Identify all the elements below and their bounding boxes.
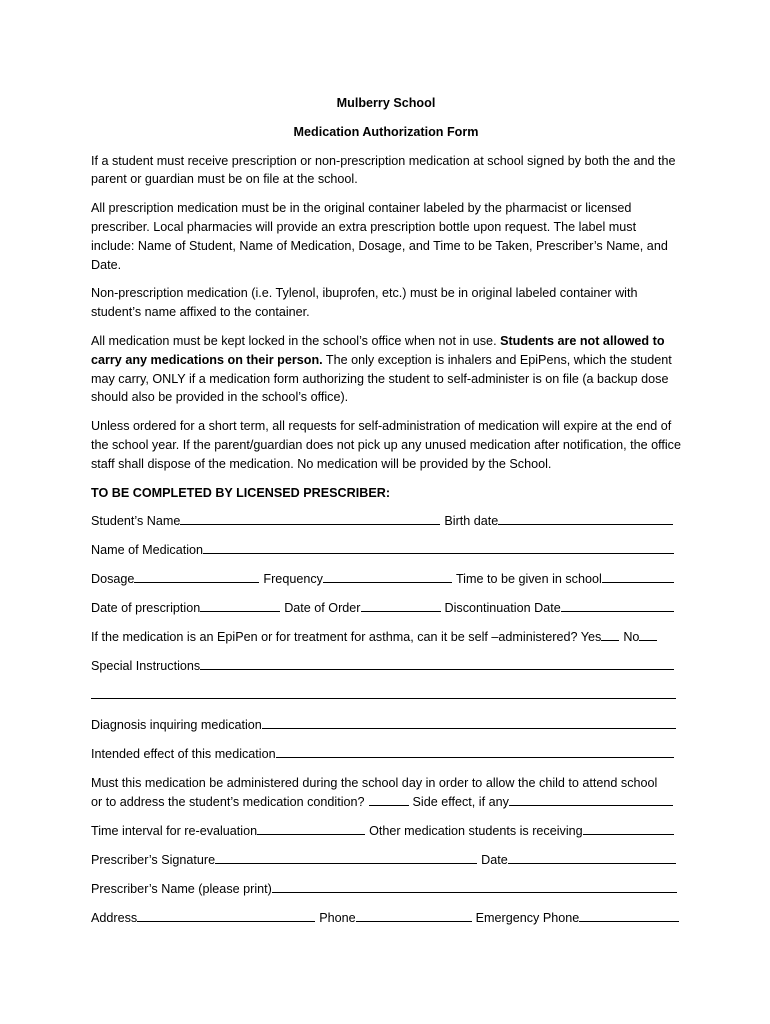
special-instructions-row [91,657,681,676]
other-medication-field[interactable] [583,822,674,835]
address-label: Address [91,910,138,925]
special-instructions-label: Special Instructions [91,659,201,674]
discontinuation-label: Discontinuation Date [444,601,561,616]
form-title: Medication Authorization Form [293,124,479,139]
student-row [91,512,681,531]
side-effect-label: Side effect, if any [412,795,509,810]
date-order-field[interactable] [361,599,441,612]
dosage-row [91,570,681,589]
date-prescription-field[interactable] [200,599,280,612]
self-admin-question: If the medication is an EpiPen or for treatment for asthma, can it be self –administered? Yes [91,630,602,645]
special-instructions-continuation[interactable] [91,686,676,699]
side-effect-field[interactable] [509,793,673,806]
yes-field[interactable] [601,628,619,641]
administer-row [91,774,681,812]
address-row [91,909,681,928]
intended-effect-row [91,745,681,764]
storage-paragraph [91,332,681,407]
storage-text-start: All medication must be kept locked in the school’s office when not in use. [91,333,501,348]
medication-name-label: Name of Medication [91,543,203,558]
date-label: Date [481,852,508,867]
administer-question-line1: Must this medication be administered during the school day in order to allow the child to attend school [91,776,658,791]
signature-row [91,851,681,870]
emergency-phone-field[interactable] [579,909,679,922]
phone-field[interactable] [356,909,472,922]
self-admin-row [91,628,681,647]
special-instructions-field[interactable] [200,657,674,670]
emergency-phone-label: Emergency Phone [475,910,580,925]
non-prescription-paragraph: Non-prescription medication (i.e. Tylenol, ibuprofen, etc.) must be in original labeled container with student’s name affixed to the container. [91,286,638,320]
frequency-field[interactable] [323,570,452,583]
no-label: No [623,630,640,645]
dosage-label: Dosage [91,572,135,587]
dosage-field[interactable] [134,570,259,583]
storage-text-end: The only exception is inhalers and EpiPens, which the student may carry, ONLY if a medication form authorizing the student to self-administer is on file (a backup dose should also be provided in the school’s office). [91,352,672,405]
prescriber-name-label: Prescriber’s Name (please print) [91,881,272,896]
expiration-paragraph: Unless ordered for a short term, all requests for self-administration of medication will expire at the end of the school year. If the parent/guardian does not pick up any unused medication after notification, the office staff shall dispose of the medication. No medication will be provided by the School. [91,419,681,471]
birth-date-label: Birth date [444,514,499,529]
prescriber-name-row [91,880,681,899]
diagnosis-field[interactable] [262,716,676,729]
date-field[interactable] [508,851,676,864]
address-field[interactable] [137,909,315,922]
student-name-field[interactable] [180,512,440,525]
phone-label: Phone [319,910,356,925]
section-heading: TO BE COMPLETED BY LICENSED PRESCRIBER: [91,485,391,500]
school-name: Mulberry School [336,96,436,110]
dates-row [91,599,681,618]
time-given-field[interactable] [602,570,674,583]
discontinuation-field[interactable] [561,599,674,612]
no-field[interactable] [639,628,657,641]
medication-name-field[interactable] [203,541,674,554]
prescriber-signature-label: Prescriber’s Signature [91,852,216,867]
date-order-label: Date of Order [284,601,361,616]
storage-text-bold: Students are not allowed to carry any medications on their person. [91,333,665,367]
prescriber-signature-field[interactable] [215,851,477,864]
prescription-paragraph: All prescription medication must be in the original container labeled by the pharmacist or licensed prescriber. Local pharmacies will provide an extra prescription bottle upon request. The label must include: Name of Student, Name of Medication, Dosage, and Time to be Taken, Prescriber’s Name, and Date. [91,201,668,272]
intended-effect-field[interactable] [276,745,674,758]
prescriber-name-field[interactable] [272,880,677,893]
time-interval-label: Time interval for re-evaluation [91,823,258,838]
other-medication-label: Other medication students is receiving [369,823,583,838]
medication-row [91,541,681,560]
date-prescription-label: Date of prescription [91,601,201,616]
diagnosis-row [91,716,681,735]
administer-question-line2: or to address the student’s medication condition? [91,795,365,810]
birth-date-field[interactable] [498,512,673,525]
reevaluation-row [91,822,681,841]
administer-answer-field[interactable] [369,793,409,806]
intended-effect-label: Intended effect of this medication [91,747,276,762]
intro-paragraph: If a student must receive prescription or non-prescription medication at school signed by both the and the parent or guardian must be on file at the school. [91,153,676,187]
frequency-label: Frequency [263,572,323,587]
diagnosis-label: Diagnosis inquiring medication [91,718,262,733]
form-page [91,94,681,938]
time-given-label: Time to be given in school [455,572,602,587]
time-interval-field[interactable] [257,822,365,835]
student-name-label: Student’s Name [91,514,181,529]
